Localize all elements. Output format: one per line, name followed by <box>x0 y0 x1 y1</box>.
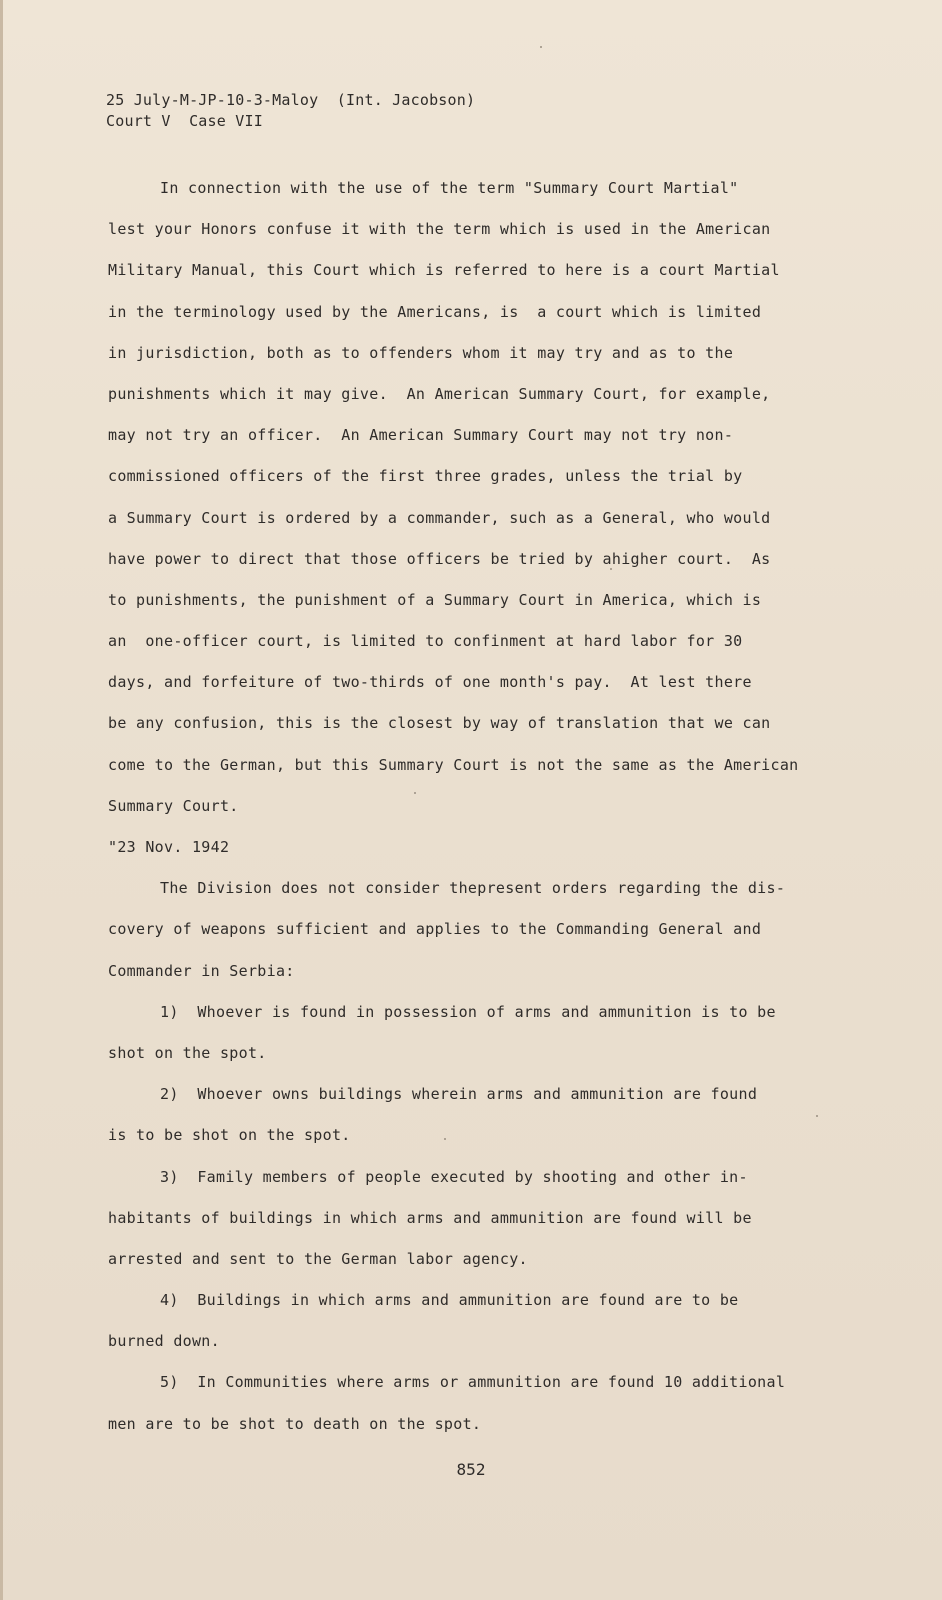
numbered-item-4: 4) Buildings in which arms and ammunition are found are to be <box>160 1291 739 1310</box>
body-line: Commander in Serbia: <box>108 961 295 980</box>
body-line: Military Manual, this Court which is referred to here is a court Martial <box>108 261 780 280</box>
header-reference-line: 25 July-M-JP-10-3-Maloy (Int. Jacobson) <box>106 91 476 109</box>
body-line: days, and forfeiture of two-thirds of one month's pay. At lest there <box>108 673 752 692</box>
paper-speck <box>816 1115 818 1117</box>
paper-speck <box>610 568 612 570</box>
numbered-item-2: 2) Whoever owns buildings wherein arms and ammunition are found <box>160 1085 758 1104</box>
body-line: in the terminology used by the Americans, is a court which is limited <box>108 302 762 321</box>
body-line: covery of weapons sufficient and applies to the Commanding General and <box>108 920 762 939</box>
body-line: burned down. <box>108 1332 220 1351</box>
body-line: men are to be shot to death on the spot. <box>108 1414 482 1433</box>
body-line: commissioned officers of the first three grades, unless the trial by <box>108 467 743 486</box>
body-line: In connection with the use of the term "Summary Court Martial" <box>160 179 739 197</box>
body-line: an one-officer court, is limited to confinment at hard labor for 30 <box>108 632 743 651</box>
page-number: 852 <box>456 1460 486 1479</box>
body-line: may not try an officer. An American Summary Court may not try non- <box>108 426 734 445</box>
document-header <box>106 90 475 132</box>
quote-date-line: "23 Nov. 1942 <box>108 838 230 856</box>
numbered-item-3: 3) Family members of people executed by shooting and other in- <box>160 1167 748 1186</box>
numbered-item-1: 1) Whoever is found in possession of arms and ammunition is to be <box>160 1002 776 1021</box>
body-line: have power to direct that those officers be tried by ahigher court. As <box>108 549 771 568</box>
paper-speck <box>540 46 542 48</box>
body-text <box>108 168 878 1445</box>
body-line: come to the German, but this Summary Court is not the same as the American <box>108 755 799 774</box>
body-line: to punishments, the punishment of a Summary Court in America, which is <box>108 590 762 609</box>
body-line: The Division does not consider thepresent orders regarding the dis- <box>160 879 786 898</box>
body-line: habitants of buildings in which arms and ammunition are found will be <box>108 1208 752 1227</box>
paper-speck <box>444 1138 446 1140</box>
page-edge <box>0 0 3 1600</box>
body-line: a Summary Court is ordered by a commander, such as a General, who would <box>108 508 771 527</box>
body-line: shot on the spot. <box>108 1043 267 1062</box>
body-line: is to be shot on the spot. <box>108 1126 351 1145</box>
body-line: lest your Honors confuse it with the term which is used in the American <box>108 220 771 239</box>
body-line: Summary Court. <box>108 796 239 815</box>
body-line: punishments which it may give. An American Summary Court, for example, <box>108 384 771 403</box>
body-line: in jurisdiction, both as to offenders whom it may try and as to the <box>108 343 734 362</box>
paper-speck <box>414 792 416 794</box>
body-line: be any confusion, this is the closest by way of translation that we can <box>108 714 771 733</box>
body-line: arrested and sent to the German labor agency. <box>108 1249 528 1268</box>
numbered-item-5: 5) In Communities where arms or ammunition are found 10 additional <box>160 1373 786 1392</box>
header-court-line: Court V Case VII <box>106 112 263 130</box>
